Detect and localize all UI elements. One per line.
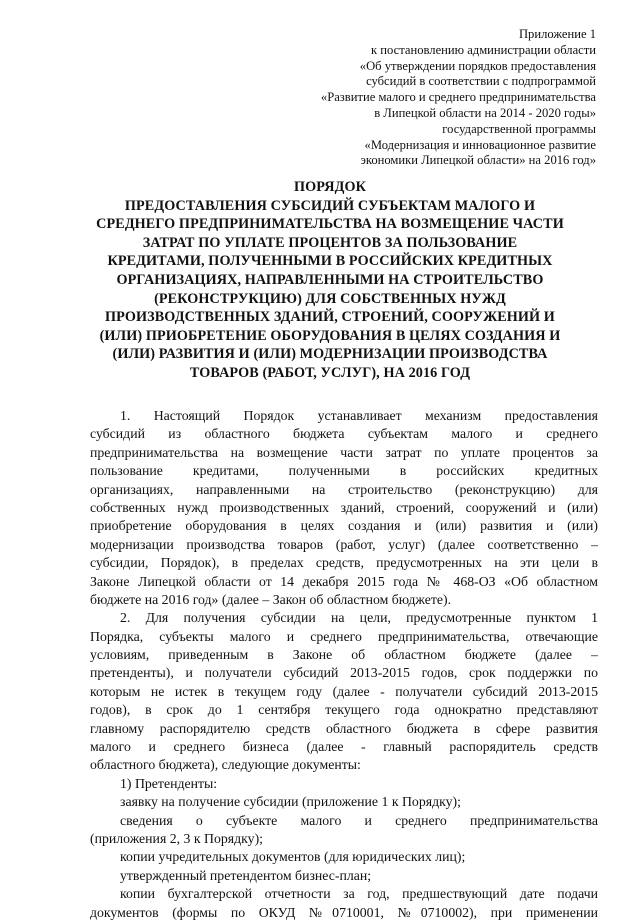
paragraph-1-line: субсидий из областного бюджета субъектам малого и среднего — [90, 426, 598, 442]
title-line: ПРОИЗВОДСТВЕННЫХ ЗДАНИЙ, СТРОЕНИЙ, СООРУЖЕНИЙ И — [105, 309, 555, 326]
paragraph-1-line: Законе Липецкой области от 14 декабря 2015 года № 468-ОЗ «Об областном — [90, 573, 598, 589]
list-item: документов (формы по ОКУД №0710001, №0710002), при применении — [90, 904, 598, 920]
paragraph-2-line: главному распорядителю средств областного бюджета в сфере развития — [90, 720, 598, 736]
paragraph-1-line: бюджете на 2016 год» (далее – Закон об областном бюджете). — [90, 591, 452, 607]
header-line: субсидий в соответствии с подпрограммой — [366, 74, 596, 89]
document-title — [60, 178, 600, 383]
header-line: в Липецкой области на 2014 - 2020 годы» — [374, 105, 596, 120]
header-line: «Развитие малого и среднего предпринимательства — [320, 90, 596, 105]
paragraph-2-line: претенденты), и получатели субсидий 2013-2015 годов, срок поддержки по — [90, 665, 598, 681]
paragraph-2-line: Порядка, субъекты малого и среднего предпринимательства, отвечающие — [90, 628, 598, 644]
paragraph-2-line: которым не истек в текущем году (далее - получатели субсидий 2013-2015 — [90, 683, 598, 699]
header-line: Приложение 1 — [518, 27, 596, 41]
list-item: сведения о субъекте малого и среднего предпринимательства — [120, 812, 598, 828]
list-item: (приложения 2, 3 к Порядку); — [90, 830, 263, 846]
paragraph-1-line: собственных нужд производственных зданий, строений, сооружений и (или) — [90, 499, 598, 515]
list-item: заявку на получение субсидии (приложение 1 к Порядку); — [120, 794, 461, 810]
list-item: утвержденный претендентом бизнес-план; — [120, 867, 372, 883]
title-line: ТОВАРОВ (РАБОТ, УСЛУГ), НА 2016 ГОД — [189, 364, 471, 381]
paragraph-1-line: организациях, направленными на строительство (реконструкцию) для — [90, 481, 598, 497]
paragraph-1-line: предпринимательства на возмещение части затрат по уплате процентов за — [90, 444, 598, 460]
paragraph-1-line: модернизации производства товаров (работ, услуг) (далее соответственно – — [90, 536, 598, 552]
title-line: ЗАТРАТ ПО УПЛАТЕ ПРОЦЕНТОВ ЗА ПОЛЬЗОВАНИЕ — [142, 234, 518, 251]
appendix-header — [266, 27, 596, 169]
title-line: СРЕДНЕГО ПРЕДПРИНИМАТЕЛЬСТВА НА ВОЗМЕЩЕНИЕ ЧАСТИ — [96, 216, 564, 233]
header-line: к постановлению администрации области — [371, 42, 596, 57]
title-line: ОРГАНИЗАЦИЯХ, НАПРАВЛЕННЫМИ НА СТРОИТЕЛЬСТВО — [116, 271, 544, 288]
paragraph-1-line: приобретение оборудования в целях создания и (или) развития и (или) — [90, 518, 598, 534]
title-line: ПРЕДОСТАВЛЕНИЯ СУБСИДИЙ СУБЪЕКТАМ МАЛОГО И — [124, 197, 536, 214]
paragraph-2-line: малого и среднего бизнеса (далее - главный распорядитель средств — [90, 739, 598, 755]
list-item: копии бухгалтерской отчетности за год, предшествующий дате подачи — [120, 886, 598, 902]
title-line: (ИЛИ) ПРИОБРЕТЕНИЕ ОБОРУДОВАНИЯ В ЦЕЛЯХ СОЗДАНИЯ И — [99, 327, 561, 344]
title-line: (РЕКОНСТРУКЦИЮ) ДЛЯ СОБСТВЕННЫХ НУЖД — [154, 290, 506, 307]
header-line: экономики Липецкой области» на 2016 год» — [360, 153, 596, 168]
title-line: ПОРЯДОК — [293, 179, 367, 195]
paragraph-1-line: 1. Настоящий Порядок устанавливает механизм предоставления — [120, 408, 598, 423]
list-heading: 1) Претенденты: — [120, 775, 218, 791]
header-line: «Об утверждении порядков предоставления — [359, 58, 596, 73]
header-line: государственной программы — [442, 121, 596, 136]
paragraph-2-line: условиям, приведенным в Законе об областном бюджете (далее – — [90, 647, 598, 663]
paragraph-1-line: субсидии, Порядок), в пределах средств, предусмотренных на эти цели в — [90, 555, 598, 571]
header-line: «Модернизация и инновационное развитие — [364, 137, 596, 152]
paragraph-2-line: годов), в срок до 1 сентября текущего года однократно представляют — [90, 702, 598, 718]
paragraph-1-line: пользование кредитами, полученными в российских кредитных — [90, 463, 598, 479]
title-line: КРЕДИТАМИ, ПОЛУЧЕННЫМИ В РОССИЙСКИХ КРЕДИТНЫХ — [107, 253, 553, 270]
paragraph-2-line: областного бюджета), следующие документы: — [90, 757, 361, 773]
list-item: копии учредительных документов (для юридических лиц); — [120, 849, 466, 865]
title-line: (ИЛИ) РАЗВИТИЯ И (ИЛИ) МОДЕРНИЗАЦИИ ПРОИЗВОДСТВА — [112, 346, 548, 363]
document-body — [90, 407, 598, 922]
paragraph-2-line: 2. Для получения субсидии на цели, предусмотренные пунктом 1 — [120, 610, 598, 626]
